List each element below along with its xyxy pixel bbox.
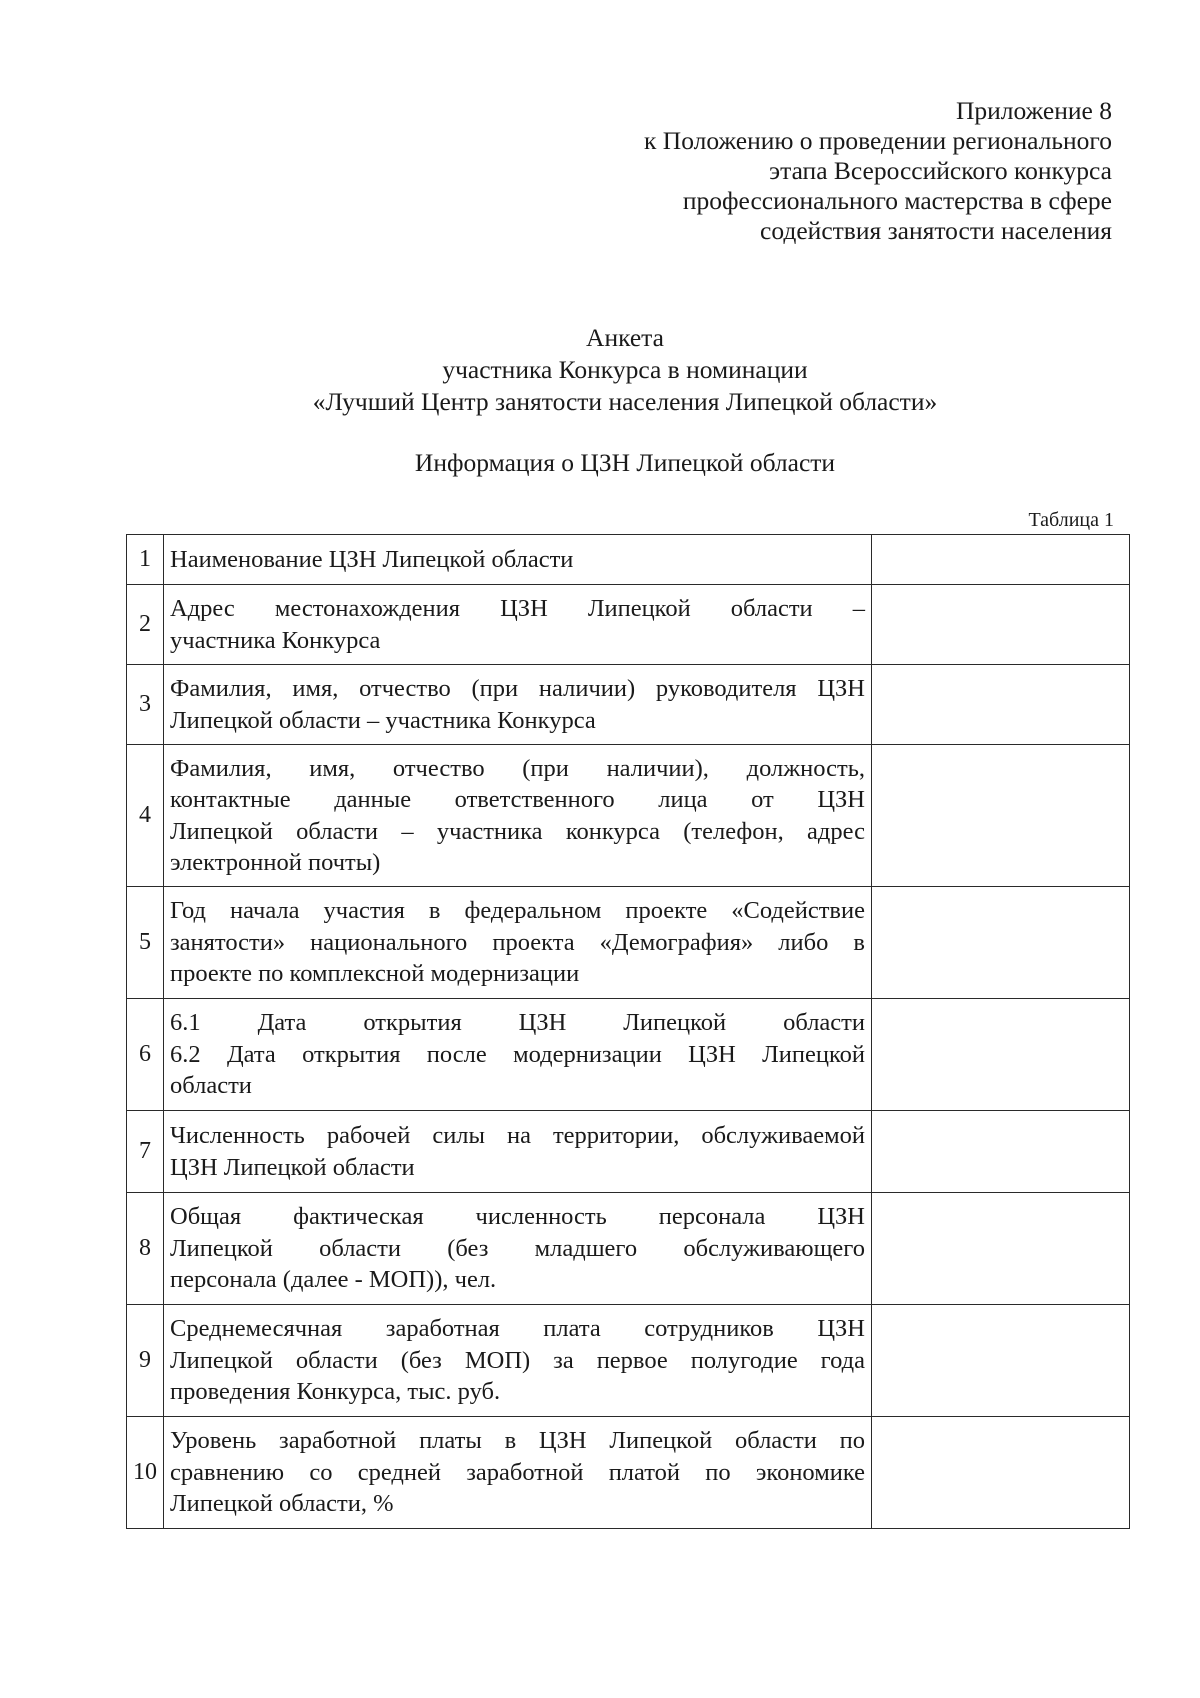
row-number: 2: [127, 585, 164, 665]
appendix-line: Приложение 8: [956, 96, 1112, 125]
row-question: [164, 999, 872, 1111]
question-line: Фамилия, имя, отчество (при наличии), должность,: [170, 754, 865, 782]
row-number: 3: [127, 665, 164, 745]
appendix-line: этапа Всероссийского конкурса: [769, 156, 1112, 185]
row-number: 8: [127, 1193, 164, 1305]
table-row: [127, 1417, 1130, 1529]
answer-field[interactable]: [872, 665, 1130, 745]
question-line: Липецкой области (без МОП) за первое полугодие года: [170, 1346, 865, 1374]
row-question: [164, 585, 872, 665]
table-row: [127, 665, 1130, 745]
question-line: Уровень заработной платы в ЦЗН Липецкой области по: [170, 1427, 865, 1455]
question-line: Липецкой области, %: [170, 1490, 394, 1518]
table-row: [127, 1193, 1130, 1305]
question-line: Численность рабочей силы на территории, обслуживаемой: [170, 1122, 865, 1149]
question-line: области: [170, 1072, 252, 1100]
table-row: [127, 745, 1130, 887]
row-question: [164, 1111, 872, 1193]
table-row: [127, 1305, 1130, 1417]
answer-field[interactable]: [872, 1111, 1130, 1193]
appendix-line: содействия занятости населения: [760, 216, 1112, 245]
question-line: ЦЗН Липецкой области: [170, 1153, 415, 1181]
row-question: [164, 1305, 872, 1417]
table-row: [127, 1111, 1130, 1193]
row-question: [164, 535, 872, 585]
questionnaire-title: [0, 322, 1200, 418]
appendix-line: профессионального мастерства в сфере: [682, 186, 1112, 215]
answer-field[interactable]: [872, 535, 1130, 585]
question-line: контактные данные ответственного лица от ЦЗН: [170, 786, 865, 813]
row-number: 5: [127, 887, 164, 999]
question-line: участника Конкурса: [170, 626, 381, 654]
row-question: [164, 745, 872, 887]
question-line: Липецкой области – участника конкурса (телефон, адрес: [170, 817, 865, 845]
question-line: проекте по комплексной модернизации: [170, 960, 580, 988]
answer-field[interactable]: [872, 1305, 1130, 1417]
row-question: [164, 1417, 872, 1529]
section-title: Информация о ЦЗН Липецкой области: [414, 448, 836, 477]
row-number: 1: [127, 535, 164, 585]
question-line: Год начала участия в федеральном проекте «Содействие: [170, 897, 865, 925]
table-label: Таблица 1: [1028, 509, 1114, 531]
answer-field[interactable]: [872, 887, 1130, 999]
appendix-line: к Положению о проведении регионального: [644, 126, 1112, 155]
title-line: «Лучший Центр занятости населения Липецкой области»: [312, 387, 938, 416]
title-line: Анкета: [586, 323, 664, 352]
question-line: персонала (далее - МОП)), чел.: [170, 1266, 497, 1294]
question-line: Адрес местонахождения ЦЗН Липецкой области –: [170, 595, 865, 622]
appendix-header: [644, 96, 1112, 246]
question-line: 6.2 Дата открытия после модернизации ЦЗН Липецкой: [170, 1040, 865, 1068]
row-question: [164, 1193, 872, 1305]
question-line: Наименование ЦЗН Липецкой области: [170, 545, 574, 573]
question-line: сравнению со средней заработной платой по экономике: [170, 1458, 865, 1486]
row-number: 6: [127, 999, 164, 1111]
row-question: [164, 887, 872, 999]
answer-field[interactable]: [872, 1193, 1130, 1305]
title-line: участника Конкурса в номинации: [442, 355, 808, 384]
question-line: проведения Конкурса, тыс. руб.: [170, 1378, 501, 1406]
row-question: [164, 665, 872, 745]
question-line: Фамилия, имя, отчество (при наличии) руководителя ЦЗН: [170, 675, 865, 702]
question-line: занятости» национального проекта «Демография» либо в: [170, 928, 865, 956]
table-row: [127, 535, 1130, 585]
row-number: 9: [127, 1305, 164, 1417]
table-row: [127, 999, 1130, 1111]
question-line: Среднемесячная заработная плата сотрудников ЦЗН: [170, 1315, 865, 1343]
question-line: Липецкой области (без младшего обслуживающего: [170, 1234, 865, 1262]
row-number: 10: [127, 1417, 164, 1529]
answer-field[interactable]: [872, 999, 1130, 1111]
table-row: [127, 887, 1130, 999]
questionnaire-table: [126, 534, 1130, 1529]
table-row: [127, 585, 1130, 665]
answer-field[interactable]: [872, 1417, 1130, 1529]
row-number: 7: [127, 1111, 164, 1193]
answer-field[interactable]: [872, 745, 1130, 887]
question-line: электронной почты): [170, 849, 381, 876]
question-line: Липецкой области – участника Конкурса: [170, 706, 596, 734]
question-line: 6.1 Дата открытия ЦЗН Липецкой области: [170, 1009, 865, 1037]
row-number: 4: [127, 745, 164, 887]
question-line: Общая фактическая численность персонала ЦЗН: [170, 1203, 865, 1231]
answer-field[interactable]: [872, 585, 1130, 665]
